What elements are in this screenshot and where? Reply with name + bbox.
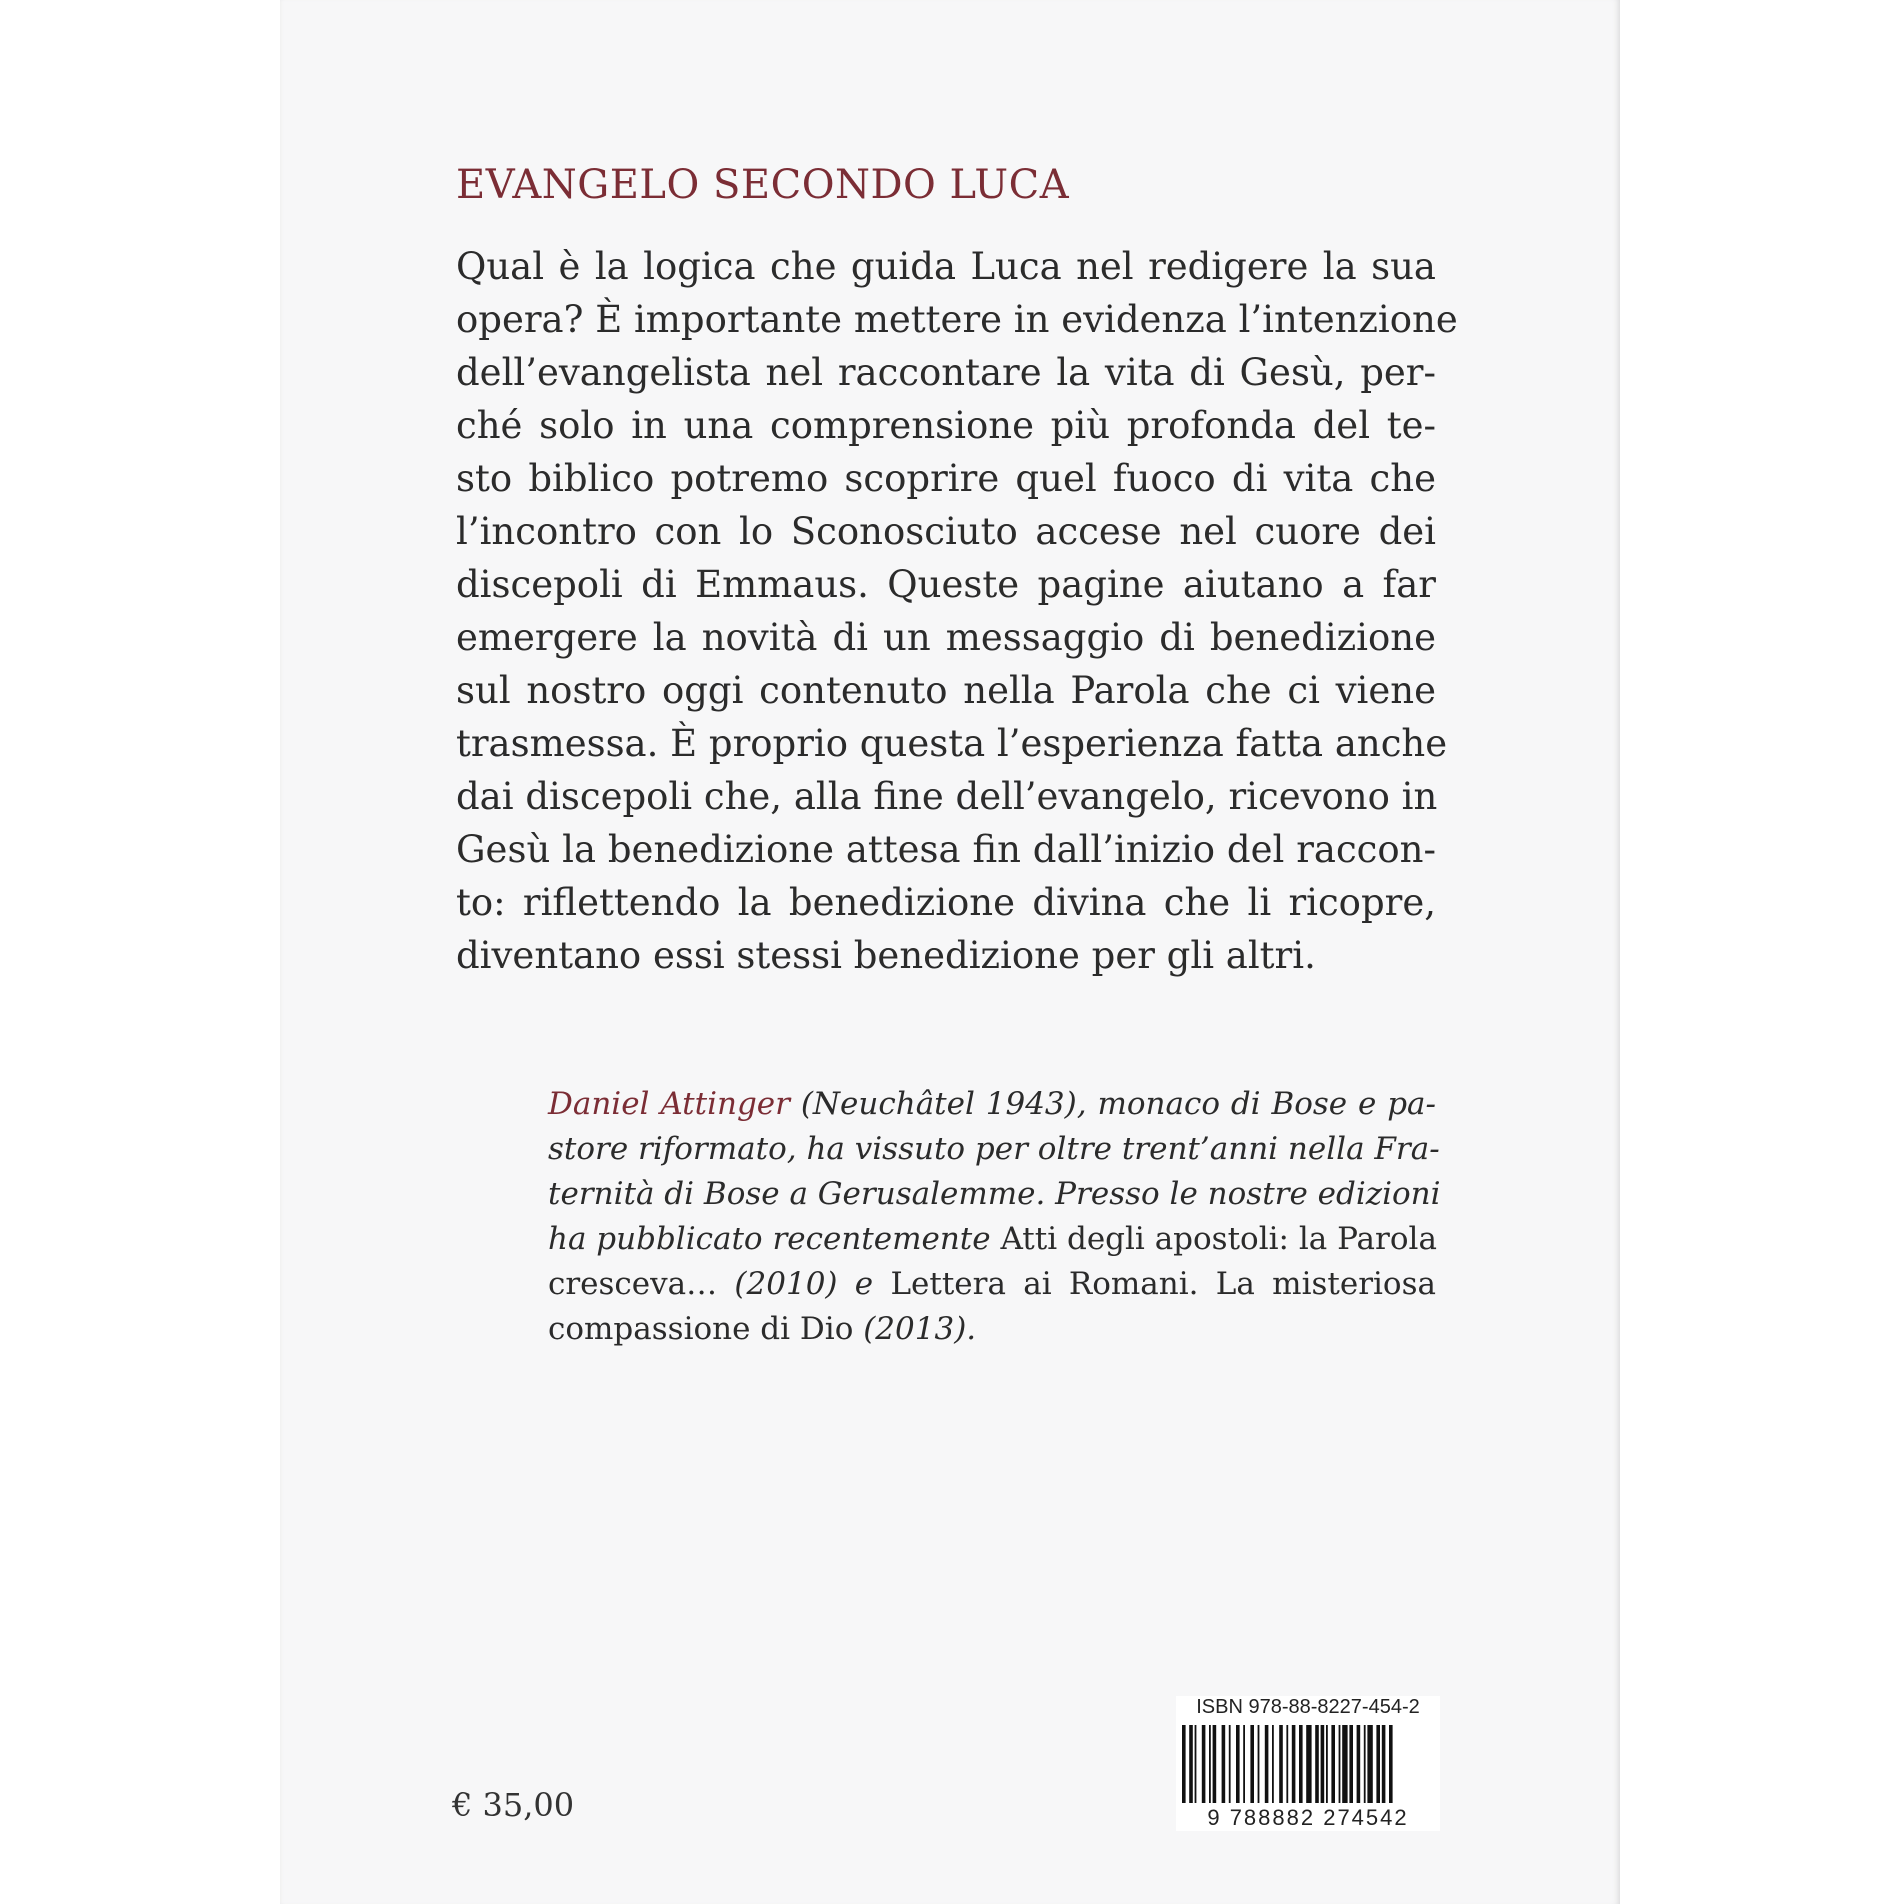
bio-line: store riformato, ha vissuto per oltre trent’anni nella Fra- bbox=[548, 1131, 1440, 1167]
barcode-bar bbox=[1357, 1725, 1361, 1803]
price: € 35,00 bbox=[452, 1786, 575, 1824]
barcode-digits: 9 788882 274542 bbox=[1207, 1805, 1409, 1830]
bio-line: ternità di Bose a Gerusalemme. Presso le nostre edizioni bbox=[548, 1176, 1441, 1212]
bio-line bbox=[548, 1217, 1436, 1262]
barcode-bar bbox=[1250, 1725, 1254, 1803]
bio-line bbox=[548, 1262, 1436, 1307]
book-reference: cresceva… bbox=[548, 1266, 718, 1302]
book-reference: Atti degli apostoli: la Parola bbox=[1000, 1221, 1437, 1257]
bio-text: (Neuchâtel 1943), monaco di Bose e pa- bbox=[789, 1086, 1436, 1122]
blurb-line: ché solo in una comprensione più profonda del te- bbox=[456, 404, 1436, 447]
barcode-bar bbox=[1213, 1725, 1217, 1803]
barcode-bar bbox=[1331, 1725, 1335, 1803]
blurb-line: Gesù la benedizione attesa fin dall’inizio del raccon- bbox=[456, 828, 1436, 871]
barcode-bar bbox=[1182, 1725, 1186, 1803]
barcode-bar bbox=[1258, 1725, 1260, 1803]
book-title: EVANGELO SECONDO LUCA bbox=[456, 162, 1070, 208]
barcode-bar bbox=[1229, 1725, 1231, 1803]
barcode-bar bbox=[1286, 1725, 1288, 1803]
barcode-bar bbox=[1272, 1725, 1274, 1803]
barcode-bar bbox=[1236, 1725, 1240, 1803]
author-bio bbox=[548, 1082, 1441, 1352]
barcode-bar bbox=[1364, 1725, 1366, 1803]
barcode-bar bbox=[1209, 1725, 1211, 1803]
barcode-bar bbox=[1202, 1725, 1206, 1803]
bio-line bbox=[548, 1307, 1436, 1352]
barcode-bar bbox=[1299, 1725, 1303, 1803]
blurb-line: opera? È importante mettere in evidenza l’intenzione bbox=[456, 298, 1458, 341]
blurb-line: to: riflettendo la benedizione divina che li ricopre, bbox=[456, 881, 1436, 924]
barcode-bar bbox=[1243, 1725, 1245, 1803]
barcode-bar bbox=[1376, 1725, 1380, 1803]
barcode-bar bbox=[1265, 1725, 1269, 1803]
barcode-bar bbox=[1315, 1725, 1319, 1803]
blurb-line: dell’evangelista nel raccontare la vita di Gesù, per- bbox=[456, 351, 1436, 394]
blurb-line: emergere la novità di un messaggio di benedizione bbox=[456, 616, 1436, 659]
blurb-text bbox=[456, 240, 1458, 982]
barcode-bar bbox=[1189, 1725, 1193, 1803]
blurb-line: sto biblico potremo scoprire quel fuoco di vita che bbox=[456, 457, 1436, 500]
blurb-line: trasmessa. È proprio questa l’esperienza fatta anche bbox=[456, 722, 1448, 765]
barcode-bar bbox=[1279, 1725, 1283, 1803]
barcode-bar bbox=[1339, 1725, 1341, 1803]
barcode-bar bbox=[1342, 1725, 1347, 1803]
barcode-bar bbox=[1306, 1725, 1311, 1803]
author-name: Daniel Attinger bbox=[548, 1086, 790, 1122]
barcode-bar bbox=[1389, 1725, 1393, 1803]
blurb-line: Qual è la logica che guida Luca nel redigere la sua bbox=[456, 245, 1436, 288]
barcode-bar bbox=[1382, 1725, 1386, 1803]
barcode-icon bbox=[1176, 1725, 1440, 1803]
barcode-bar bbox=[1292, 1725, 1296, 1803]
book-reference: compassione di Dio bbox=[548, 1311, 854, 1347]
barcode-bar bbox=[1222, 1725, 1226, 1803]
bio-text: ha pubblicato recentemente bbox=[548, 1221, 1001, 1257]
barcode-bar bbox=[1367, 1725, 1372, 1803]
barcode-bar bbox=[1321, 1725, 1325, 1803]
blurb-line: l’incontro con lo Sconosciuto accese nel cuore dei bbox=[456, 510, 1436, 553]
blurb-line: discepoli di Emmaus. Queste pagine aiutano a far bbox=[456, 563, 1436, 606]
blurb-line: diventano essi stessi benedizione per gli altri. bbox=[456, 934, 1316, 977]
barcode-bar bbox=[1326, 1725, 1328, 1803]
barcode-bar bbox=[1195, 1725, 1197, 1803]
blurb-line: dai discepoli che, alla fine dell’evangelo, ricevono in bbox=[456, 775, 1438, 818]
bio-text: (2013). bbox=[853, 1311, 977, 1347]
barcode-bar bbox=[1349, 1725, 1353, 1803]
isbn-label: ISBN 978-88-8227-454-2 bbox=[1196, 1696, 1420, 1718]
blurb-line: sul nostro oggi contenuto nella Parola che ci viene bbox=[456, 669, 1436, 712]
bio-text: (2010) e bbox=[717, 1266, 891, 1302]
bio-line bbox=[548, 1082, 1436, 1127]
book-reference: Lettera ai Romani. La misteriosa bbox=[890, 1266, 1436, 1302]
isbn-barcode bbox=[1176, 1696, 1440, 1831]
